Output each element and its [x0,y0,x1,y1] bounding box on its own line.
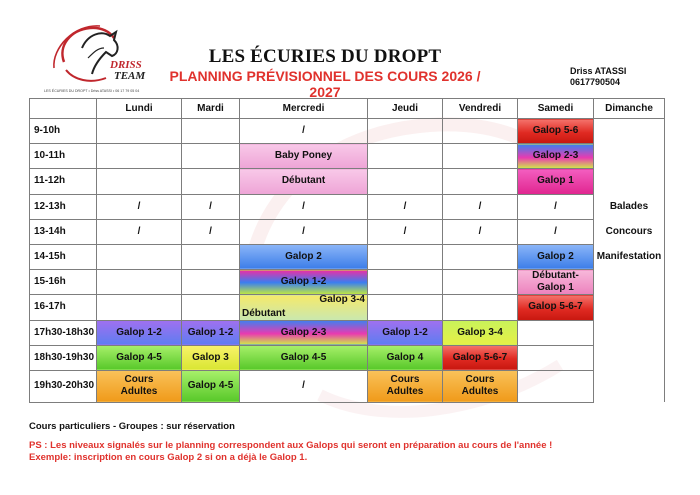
schedule-cell [368,270,443,295]
schedule-cell: Galop 3-4 [443,320,518,345]
cell-line: Adultes [461,386,499,398]
split-bottom-label: Galop 3-4 [319,294,365,306]
corner-cell [30,99,97,119]
contact-phone: 0617790504 [570,77,621,87]
schedule-cell-split [240,295,368,320]
schedule-cell: Baby Poney [240,144,368,169]
schedule-cell: / [368,219,443,244]
schedule-cell: Galop 2 [518,244,594,269]
cell-line: Cours [124,374,154,386]
schedule-cell [368,295,443,320]
time-slot: 18h30-19h30 [30,345,97,370]
schedule-cell: Galop 5-6-7 [443,345,518,370]
schedule-cell: Galop 5-6-7 [518,295,594,320]
day-header: Vendredi [443,99,518,119]
schedule-cell [182,119,240,144]
schedule-cell: Galop 1-2 [368,320,443,345]
schedule-cell [368,370,443,402]
svg-text:DRISS: DRISS [110,59,142,71]
cell-line: Débutant- [532,270,579,282]
schedule-cell: Galop 2 [240,244,368,269]
contact-block [570,66,626,88]
schedule-cell: / [182,219,240,244]
schedule-cell: / [240,370,368,402]
table-row [30,144,665,169]
ps-note [29,440,552,464]
schedule-cell: Galop 1-2 [182,320,240,345]
page-title: LES ÉCURIES DU DROPT [208,46,442,67]
schedule-cell [443,119,518,144]
schedule-cell: / [240,219,368,244]
schedule-cell [443,169,518,194]
schedule-cell: / [240,194,368,219]
schedule-cell [97,295,182,320]
schedule-cell: / [443,219,518,244]
day-header: Lundi [97,99,182,119]
schedule-cell [443,144,518,169]
time-slot: 11-12h [30,169,97,194]
schedule-cell [97,144,182,169]
page-subtitle: PLANNING PRÉVISIONNEL DES COURS 2026 / 2027 [169,68,481,100]
schedule-cell [97,169,182,194]
schedule-cell [182,169,240,194]
schedule-cell: Concours [594,219,665,244]
schedule-cell: Débutant [240,169,368,194]
schedule-cell: / [368,194,443,219]
day-header: Samedi [518,99,594,119]
table-row [30,244,665,269]
ps-line: Exemple: inscription en cours Galop 2 si on a déjà le Galop 1. [29,452,308,463]
table-row [30,270,665,295]
table-row [30,370,665,402]
time-slot: 14-15h [30,244,97,269]
day-header: Mardi [182,99,240,119]
schedule-cell: Manifestation [594,244,665,269]
schedule-cell: Galop 4-5 [182,370,240,402]
schedule-cell: Galop 1 [518,169,594,194]
table-row [30,169,665,194]
brand-logo [44,18,154,96]
schedule-cell: Galop 5-6 [518,119,594,144]
table-row [30,295,665,320]
schedule-cell [97,244,182,269]
table-row [30,320,665,345]
schedule-cell: Galop 2-3 [518,144,594,169]
schedule-cell: Galop 3 [182,345,240,370]
schedule-cell [368,169,443,194]
time-slot: 15-16h [30,270,97,295]
horse-logo-icon [44,18,154,92]
schedule-cell [518,320,594,345]
schedule-cell [368,144,443,169]
time-slot: 19h30-20h30 [30,370,97,402]
svg-text:TEAM: TEAM [114,70,146,82]
header-row [30,99,665,119]
contact-name: Driss ATASSI [570,66,627,76]
schedule-table [29,98,665,403]
logo-caption: LES ÉCURIES DU DROPT • Driss ATASSI • 06 17 79 05 04 [44,89,140,93]
schedule-cell [443,295,518,320]
schedule-cell [594,119,665,195]
time-slot: 9-10h [30,119,97,144]
schedule-cell: Galop 2-3 [240,320,368,345]
schedule-cell [518,370,594,402]
schedule-cell: / [182,194,240,219]
cell-line: Cours [390,374,420,386]
time-slot: 12-13h [30,194,97,219]
schedule-cell [594,270,665,403]
schedule-cell: Galop 4-5 [97,345,182,370]
day-header: Dimanche [594,99,665,119]
split-top-label: Débutant [242,308,286,320]
schedule-cell: / [240,119,368,144]
schedule-cell [443,370,518,402]
schedule-cell: / [518,219,594,244]
schedule-cell: Galop 4-5 [240,345,368,370]
table-row [30,194,665,219]
schedule-cell [443,270,518,295]
schedule-cell [97,270,182,295]
table-row [30,119,665,144]
schedule-cell: Galop 1-2 [240,270,368,295]
cell-line: Cours [465,374,495,386]
schedule-cell [97,119,182,144]
time-slot: 17h30-18h30 [30,320,97,345]
booking-note: Cours particuliers - Groupes : sur réservation [29,421,235,432]
cell-line: Adultes [120,386,158,398]
table-row [30,219,665,244]
schedule-cell [182,144,240,169]
schedule-cell [518,270,594,295]
schedule-cell: / [443,194,518,219]
schedule-cell: / [518,194,594,219]
schedule-cell [443,244,518,269]
schedule-cell [182,244,240,269]
day-header: Jeudi [368,99,443,119]
time-slot: 16-17h [30,295,97,320]
schedule-cell: Galop 4 [368,345,443,370]
cell-line: Galop 1 [537,282,574,294]
day-header: Mercredi [240,99,368,119]
schedule-cell [518,345,594,370]
schedule-cell: / [97,219,182,244]
time-slot: 10-11h [30,144,97,169]
schedule-cell [97,370,182,402]
schedule-cell [368,244,443,269]
time-slot: 13-14h [30,219,97,244]
schedule-cell: Balades [594,194,665,219]
schedule-cell [182,295,240,320]
schedule-cell [182,270,240,295]
schedule-cell: / [97,194,182,219]
table-row [30,345,665,370]
cell-line: Adultes [386,386,424,398]
ps-line: PS : Les niveaux signalés sur le planning correspondent aux Galops qui seront en préparation au cours de l'année ! [29,440,553,451]
schedule-cell: Galop 1-2 [97,320,182,345]
schedule-cell [368,119,443,144]
